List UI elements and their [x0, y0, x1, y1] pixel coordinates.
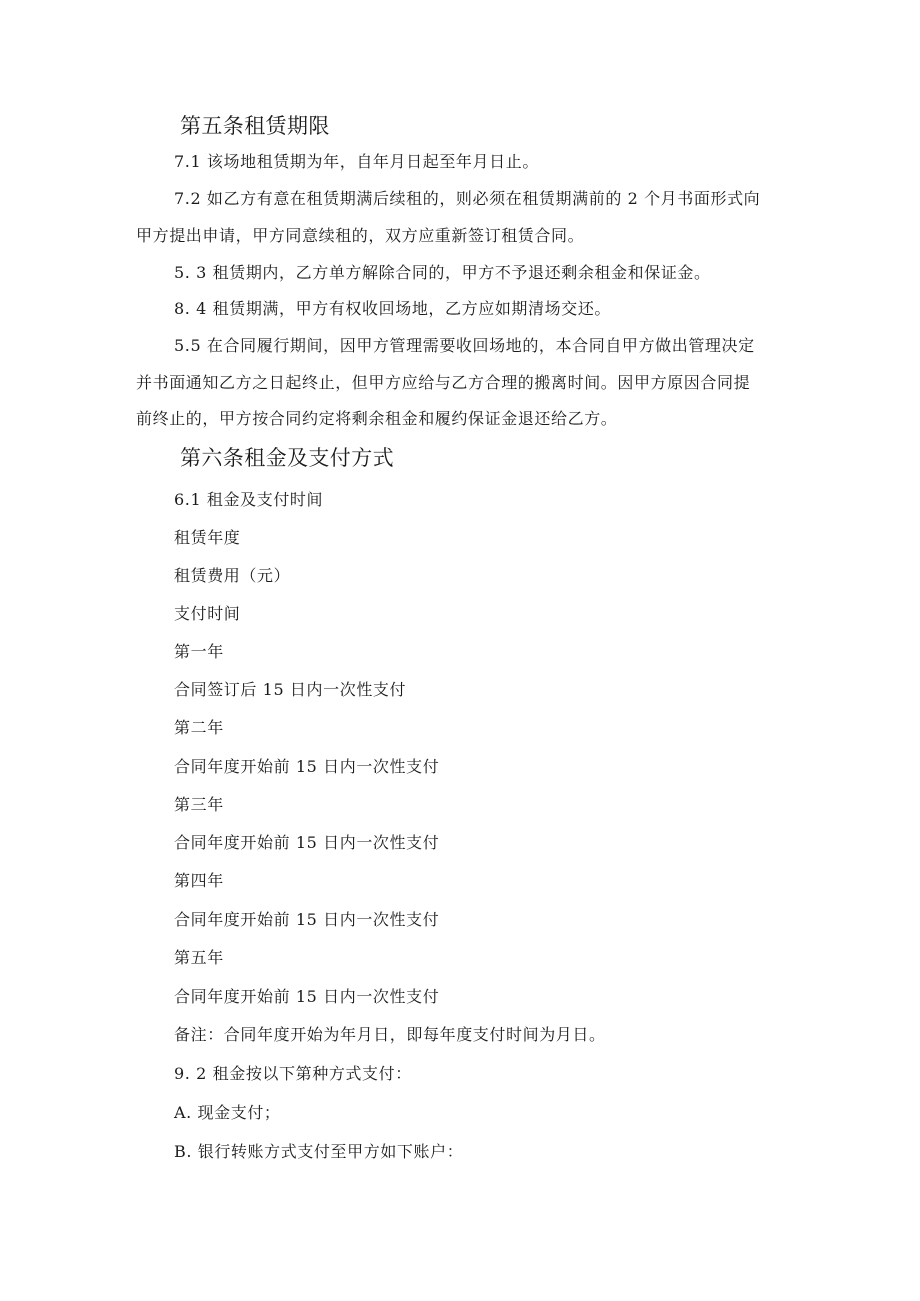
row-year-5: 第五年 — [174, 948, 224, 967]
row-year-2: 第二年 — [174, 718, 224, 737]
clause-5-5-line-1: 5.5 在合同履行期间，因甲方管理需要收回场地的，本合同自甲方做出管理决定 — [174, 336, 755, 355]
row-year-3-payment: 合同年度开始前 15 日内一次性支付 — [174, 833, 440, 852]
clause-6-1: 6.1 租金及支付时间 — [174, 490, 324, 509]
section-6-heading: 第六条租金及支付方式 — [180, 446, 394, 470]
clause-5-3: 5. 3 租赁期内，乙方单方解除合同的，甲方不予退还剩余租金和保证金。 — [174, 263, 711, 282]
table-header-year: 租赁年度 — [174, 528, 241, 547]
option-a-cash: A. 现金支付； — [174, 1103, 281, 1122]
note-line: 备注：合同年度开始为年月日，即每年度支付时间为月日。 — [174, 1025, 606, 1044]
clause-5-5-line-2: 并书面通知乙方之日起终止，但甲方应给与乙方合理的搬离时间。因甲方原因合同提 — [136, 373, 751, 392]
clause-8-4: 8. 4 租赁期满，甲方有权收回场地，乙方应如期清场交还。 — [174, 299, 612, 318]
row-year-2-payment: 合同年度开始前 15 日内一次性支付 — [174, 757, 440, 776]
row-year-4-payment: 合同年度开始前 15 日内一次性支付 — [174, 910, 440, 929]
row-year-1-payment: 合同签订后 15 日内一次性支付 — [174, 680, 407, 699]
clause-7-2-line-1: 7.2 如乙方有意在租赁期满后续租的，则必须在租赁期满前的 2 个月书面形式向 — [174, 189, 761, 208]
option-b-bank-transfer: B. 银行转账方式支付至甲方如下账户： — [174, 1142, 464, 1161]
clause-5-5-line-3: 前终止的，甲方按合同约定将剩余租金和履约保证金退还给乙方。 — [136, 409, 618, 428]
section-5-heading: 第五条租赁期限 — [180, 114, 330, 138]
clause-7-1: 7.1 该场地租赁期为年，自年月日起至年月日止。 — [174, 152, 539, 171]
clause-7-2-line-2: 甲方提出申请，甲方同意续租的，双方应重新签订租赁合同。 — [136, 226, 585, 245]
row-year-1: 第一年 — [174, 642, 224, 661]
row-year-4: 第四年 — [174, 871, 224, 890]
row-year-3: 第三年 — [174, 795, 224, 814]
table-header-payment-time: 支付时间 — [174, 604, 241, 623]
table-header-fee: 租赁费用（元） — [174, 566, 291, 585]
clause-9-2: 9. 2 租金按以下第种方式支付： — [174, 1064, 412, 1083]
row-year-5-payment: 合同年度开始前 15 日内一次性支付 — [174, 987, 440, 1006]
